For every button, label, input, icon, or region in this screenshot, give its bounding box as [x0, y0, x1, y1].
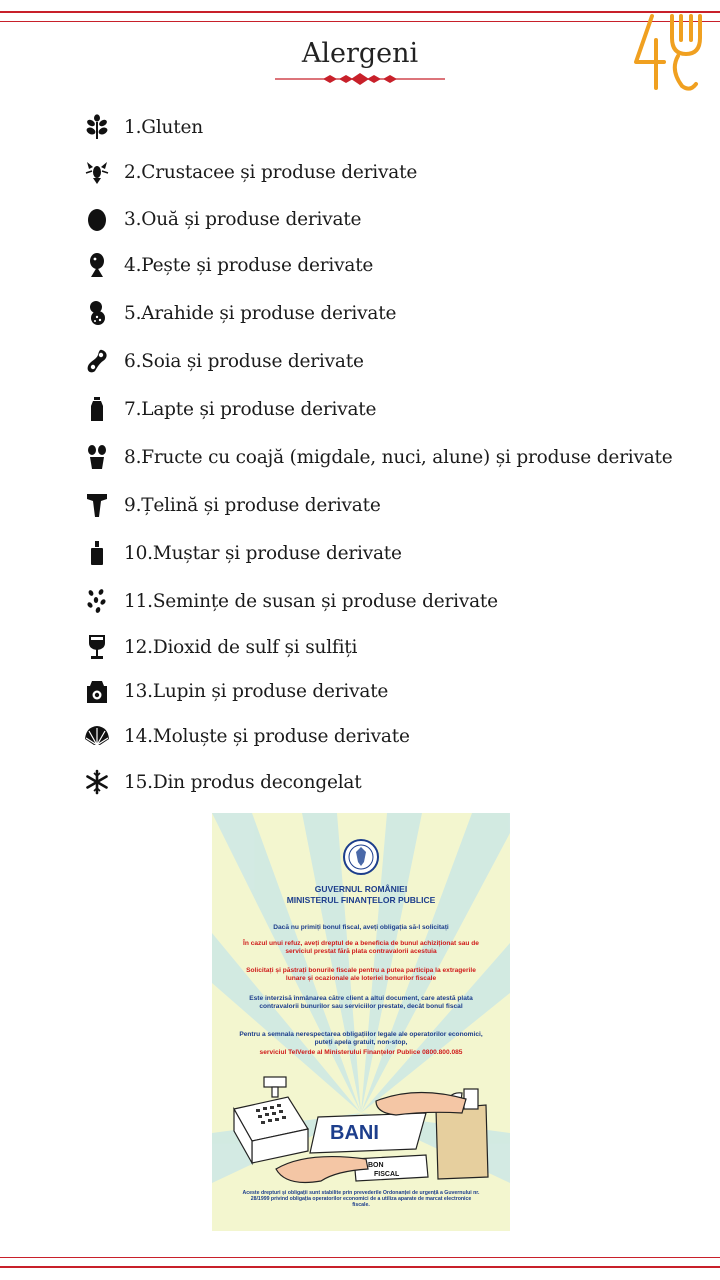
list-item — [84, 536, 402, 570]
list-item — [84, 110, 203, 144]
poster-line-4: Este interzisă înmânarea către client a altui document, care atestă plata contravalorii bunurilor sau serviciilor prestate, decât bonul fiscal — [249, 995, 473, 1010]
milk-bottle-icon — [84, 396, 110, 422]
list-item — [84, 488, 381, 522]
list-item — [84, 248, 373, 282]
allergen-label: 8.Fructe cu coajă (migdale, nuci, alune) și produse derivate — [124, 446, 673, 468]
allergen-label: 13.Lupin și produse derivate — [124, 680, 389, 702]
allergen-label: 6.Soia și produse derivate — [124, 350, 364, 372]
mustard-icon — [84, 540, 110, 566]
peanut-icon — [84, 300, 110, 326]
poster-footer: Aceste drepturi și obligații sunt stabilite prin prevederile Ordonanței de urgență a Guvernului nr. 28/1999 privind obligația operatorilor economici de a utiliza aparate de marcat electronice fiscale. — [242, 1190, 480, 1208]
poster-line-5: Pentru a semnala nerespectarea obligațiilor legale ale operatorilor economici, puteți apela gratuit, non-stop, — [239, 1031, 483, 1046]
poster-line-6: serviciul TelVerde al Ministerului Finanțelor Publice 0800.800.085 — [259, 1049, 463, 1056]
allergen-label: 15.Din produs decongelat — [124, 771, 362, 793]
allergen-label: 14.Moluște și produse derivate — [124, 725, 410, 747]
page-title: Alergeni — [301, 38, 419, 69]
list-item — [84, 674, 388, 708]
bon-label: BON — [368, 1162, 384, 1169]
poster-line-2: În cazul unui refuz, aveți dreptul de a beneficia de bunul achiziționat sau de serviciul prestat fără plata contravalorii acestuia — [243, 940, 479, 955]
list-item — [84, 344, 364, 378]
celery-icon — [84, 492, 110, 518]
allergen-label: 4.Pește și produse derivate — [124, 254, 374, 276]
shrimp-icon — [84, 159, 110, 185]
shell-icon — [84, 723, 110, 749]
allergen-label: 2.Crustacee și produse derivate — [124, 161, 418, 183]
top-rule-inner — [0, 21, 720, 22]
title-ornament — [275, 72, 445, 86]
allergen-label: 1.Gluten — [124, 116, 203, 138]
soy-icon — [84, 348, 110, 374]
list-item — [84, 296, 396, 330]
list-item — [84, 155, 417, 189]
poster-line-1: Dacă nu primiți bonul fiscal, aveți obligația să-l solicitați — [273, 924, 449, 931]
bani-label: BANI — [330, 1122, 379, 1144]
lupin-icon — [84, 678, 110, 704]
nuts-icon — [84, 444, 110, 470]
fiscal-label: FISCAL — [374, 1171, 400, 1178]
wine-glass-icon — [84, 634, 110, 660]
egg-icon — [84, 206, 110, 232]
list-item — [84, 392, 376, 426]
poster-heading-government: GUVERNUL ROMÂNIEI — [314, 884, 408, 894]
list-item — [84, 440, 673, 474]
allergen-label: 7.Lapte și produse derivate — [124, 398, 377, 420]
allergen-label: 12.Dioxid de sulf și sulfiți — [124, 636, 358, 658]
top-rule — [0, 11, 720, 13]
fiscal-receipt-poster — [212, 813, 510, 1231]
snowflake-icon — [84, 769, 110, 795]
bottom-rule — [0, 1266, 720, 1268]
list-item — [84, 719, 410, 753]
allergen-label: 3.Ouă și produse derivate — [124, 208, 362, 230]
romania-coat-of-arms-icon — [342, 838, 380, 876]
poster-line-3: Solicitați și păstrați bonurile fiscale pentru a putea participa la extragerile lunare și ocazionale ale loteriei bonurilor fiscale — [246, 967, 476, 982]
list-item — [84, 202, 361, 236]
list-item — [84, 765, 362, 799]
allergen-label: 5.Arahide și produse derivate — [124, 302, 397, 324]
bottom-rule-inner — [0, 1257, 720, 1258]
list-item — [84, 630, 357, 664]
allergen-label: 11.Semințe de susan și produse derivate — [124, 590, 498, 612]
allergen-label: 9.Țelină și produse derivate — [124, 494, 381, 516]
poster-heading-ministry: MINISTERUL FINANȚELOR PUBLICE — [286, 895, 436, 905]
fish-icon — [84, 252, 110, 278]
list-item — [84, 584, 498, 618]
wheat-icon — [84, 114, 110, 140]
sesame-icon — [84, 588, 110, 614]
allergen-label: 10.Muștar și produse derivate — [124, 542, 402, 564]
